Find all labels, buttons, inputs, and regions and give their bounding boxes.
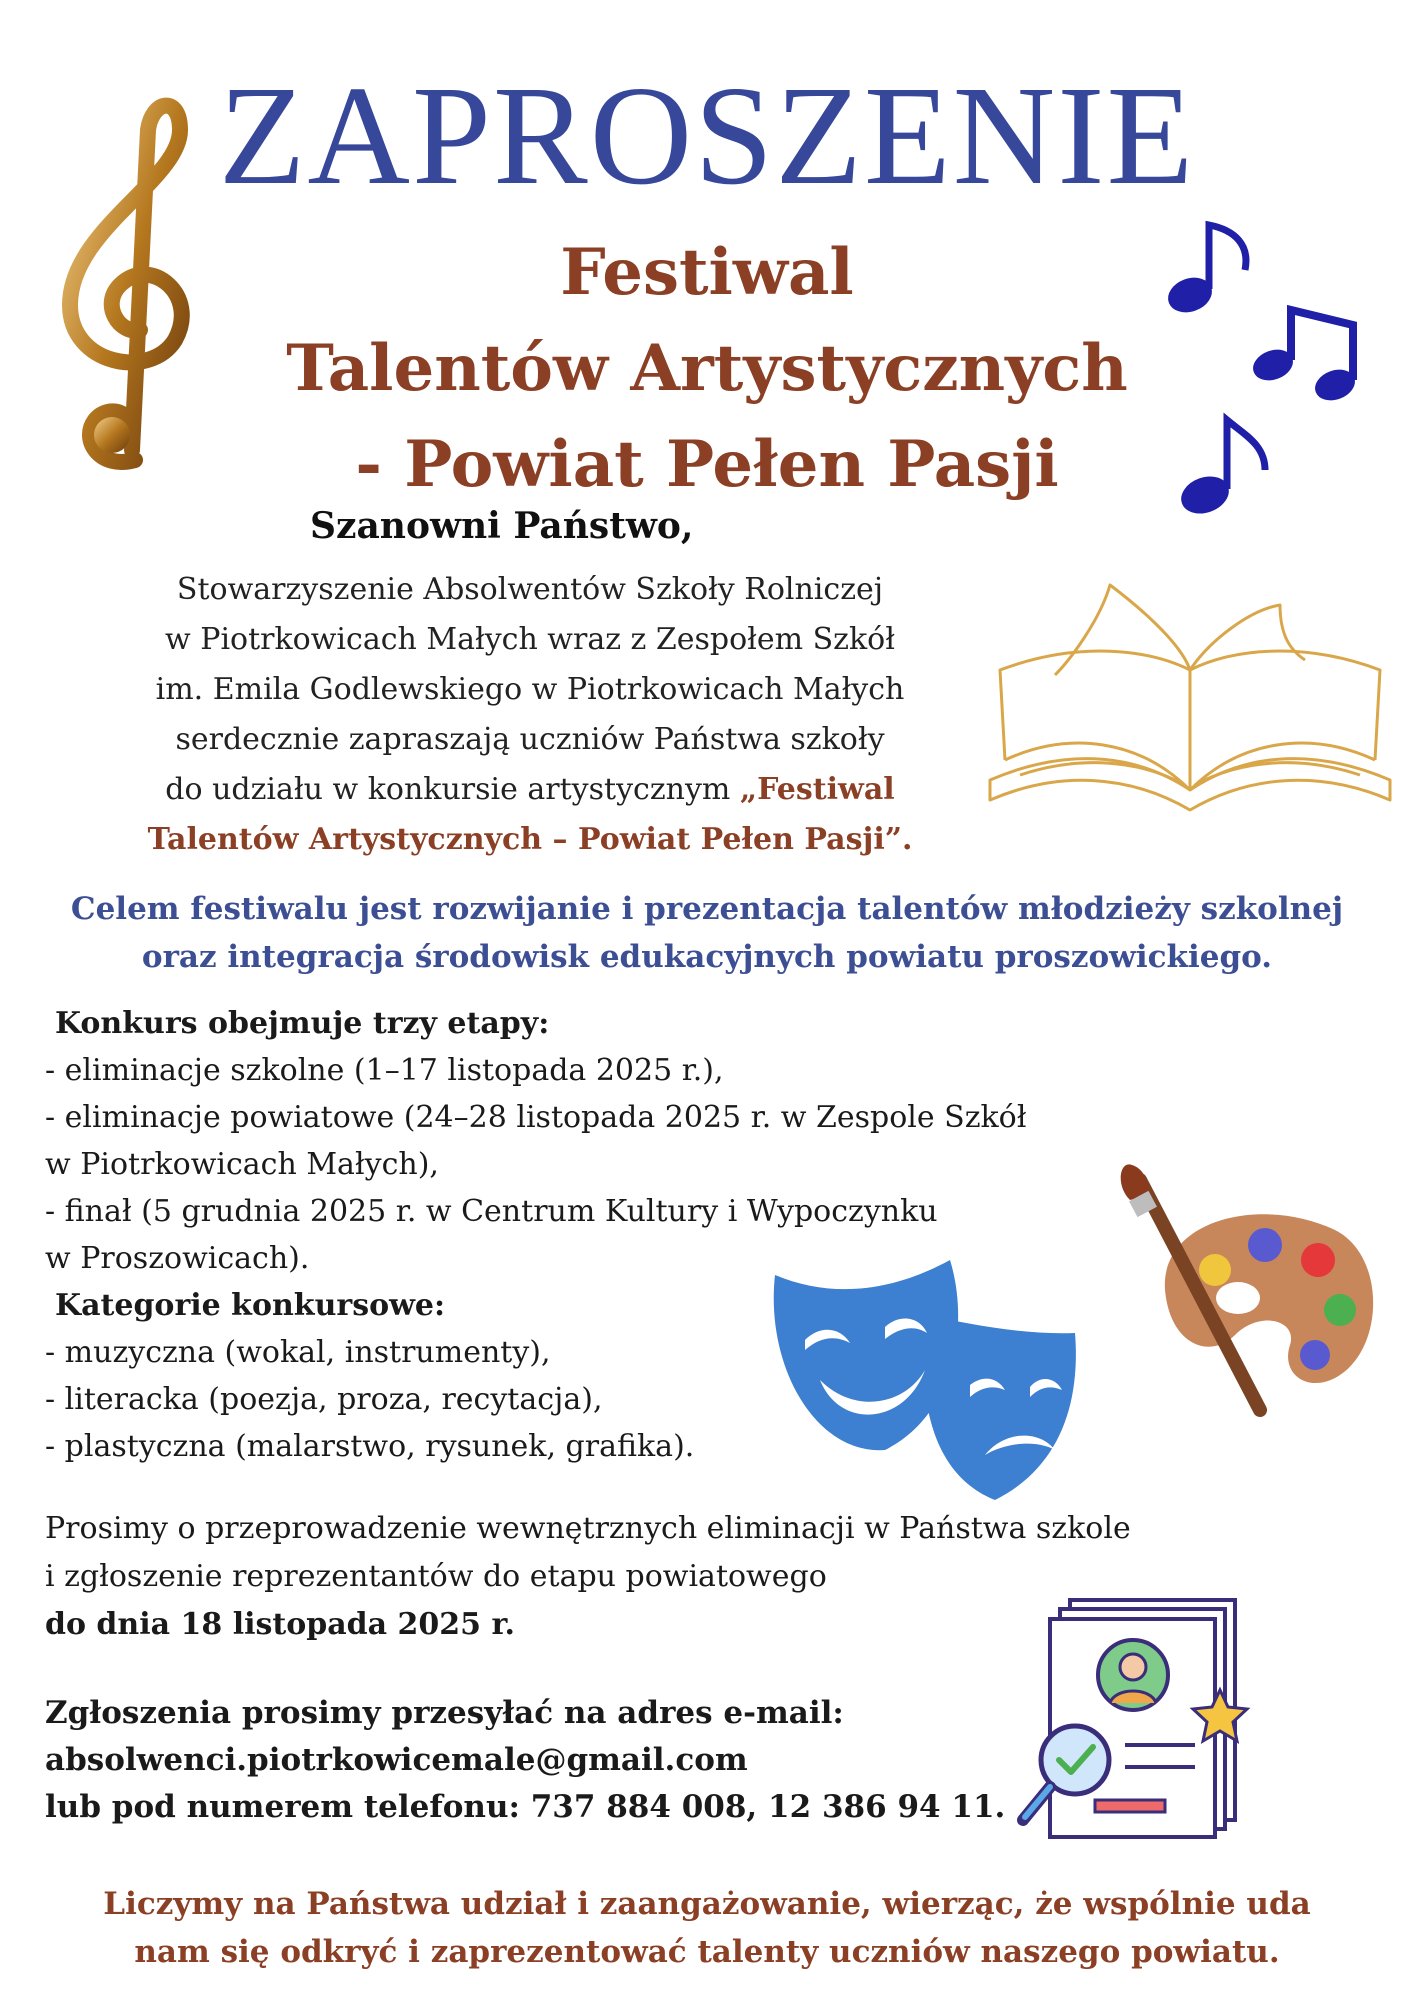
category-item: - muzyczna (wokal, instrumenty), bbox=[45, 1335, 551, 1370]
invitation-title: ZAPROSZENIE bbox=[218, 56, 1196, 214]
stage-item: - eliminacje szkolne (1–17 listopada 2025 r.), bbox=[45, 1053, 724, 1088]
closing-message bbox=[40, 1880, 1374, 1976]
goal-line: oraz integracja środowisk edukacyjnych powiatu proszowickiego. bbox=[141, 939, 1273, 975]
stage-item: w Piotrkowicach Małych), bbox=[45, 1147, 439, 1182]
intro-paragraph bbox=[100, 565, 960, 865]
festival-name-line2: Talentów Artystycznych bbox=[286, 331, 1128, 406]
intro-line: Stowarzyszenie Absolwentów Szkoły Rolniczej bbox=[176, 572, 884, 607]
treble-clef-icon bbox=[40, 90, 210, 490]
contact-block bbox=[45, 1690, 1045, 1831]
goal-line: Celem festiwalu jest rozwijanie i prezentacja talentów młodzieży szkolnej bbox=[70, 891, 1344, 927]
intro-line: im. Emila Godlewskiego w Piotrkowicach Małych bbox=[155, 672, 905, 707]
intro-line bbox=[100, 765, 960, 815]
festival-goal bbox=[40, 885, 1374, 981]
intro-line: w Piotrkowicach Małych wraz z Zespołem Szkół bbox=[165, 622, 895, 657]
intro-line: serdecznie zapraszają uczniów Państwa szkoły bbox=[175, 722, 885, 757]
open-book-icon bbox=[980, 580, 1400, 820]
request-deadline: do dnia 18 listopada 2025 r. bbox=[45, 1607, 515, 1642]
category-item: - literacka (poezja, proza, recytacja), bbox=[45, 1382, 603, 1417]
festival-name-line3: - Powiat Pełen Pasji bbox=[355, 427, 1059, 502]
music-notes-icon bbox=[1165, 215, 1385, 515]
request-line: i zgłoszenie reprezentantów do etapu powiatowego bbox=[45, 1559, 827, 1594]
closing-line: Liczymy na Państwa udział i zaangażowanie, wierząc, że wspólnie uda bbox=[103, 1886, 1311, 1922]
category-item: - plastyczna (malarstwo, rysunek, grafika). bbox=[45, 1429, 695, 1464]
closing-line: nam się odkryć i zaprezentować talenty uczniów naszego powiatu. bbox=[134, 1934, 1280, 1970]
contact-phone: lub pod numerem telefonu: 737 884 008, 12 386 94 11. bbox=[45, 1789, 1006, 1825]
festival-name-highlight: Talentów Artystycznych – Powiat Pełen Pasji”. bbox=[147, 822, 913, 857]
greeting: Szanowni Państwo, bbox=[310, 505, 694, 547]
theater-masks-icon bbox=[775, 1255, 1095, 1505]
application-document-icon bbox=[1015, 1595, 1255, 1840]
request-line: Prosimy o przeprowadzenie wewnętrznych eliminacji w Państwa szkole bbox=[45, 1511, 1131, 1546]
stages-heading: Konkurs obejmuje trzy etapy: bbox=[55, 1006, 550, 1041]
festival-name-line1: Festiwal bbox=[560, 235, 854, 310]
contact-email[interactable]: absolwenci.piotrkowicemale@gmail.com bbox=[45, 1742, 748, 1778]
stage-item: - finał (5 grudnia 2025 r. w Centrum Kultury i Wypoczynku bbox=[45, 1194, 938, 1229]
festival-name-highlight: „Festiwal bbox=[739, 772, 895, 807]
paint-palette-icon bbox=[1120, 1160, 1390, 1440]
stage-item: - eliminacje powiatowe (24–28 listopada 2025 r. w Zespole Szkół bbox=[45, 1100, 1027, 1135]
categories-heading: Kategorie konkursowe: bbox=[55, 1288, 446, 1323]
contact-label: Zgłoszenia prosimy przesyłać na adres e-mail: bbox=[45, 1695, 844, 1731]
stage-item: w Proszowicach). bbox=[45, 1241, 310, 1276]
intro-line-text: do udziału w konkursie artystycznym bbox=[165, 772, 740, 807]
